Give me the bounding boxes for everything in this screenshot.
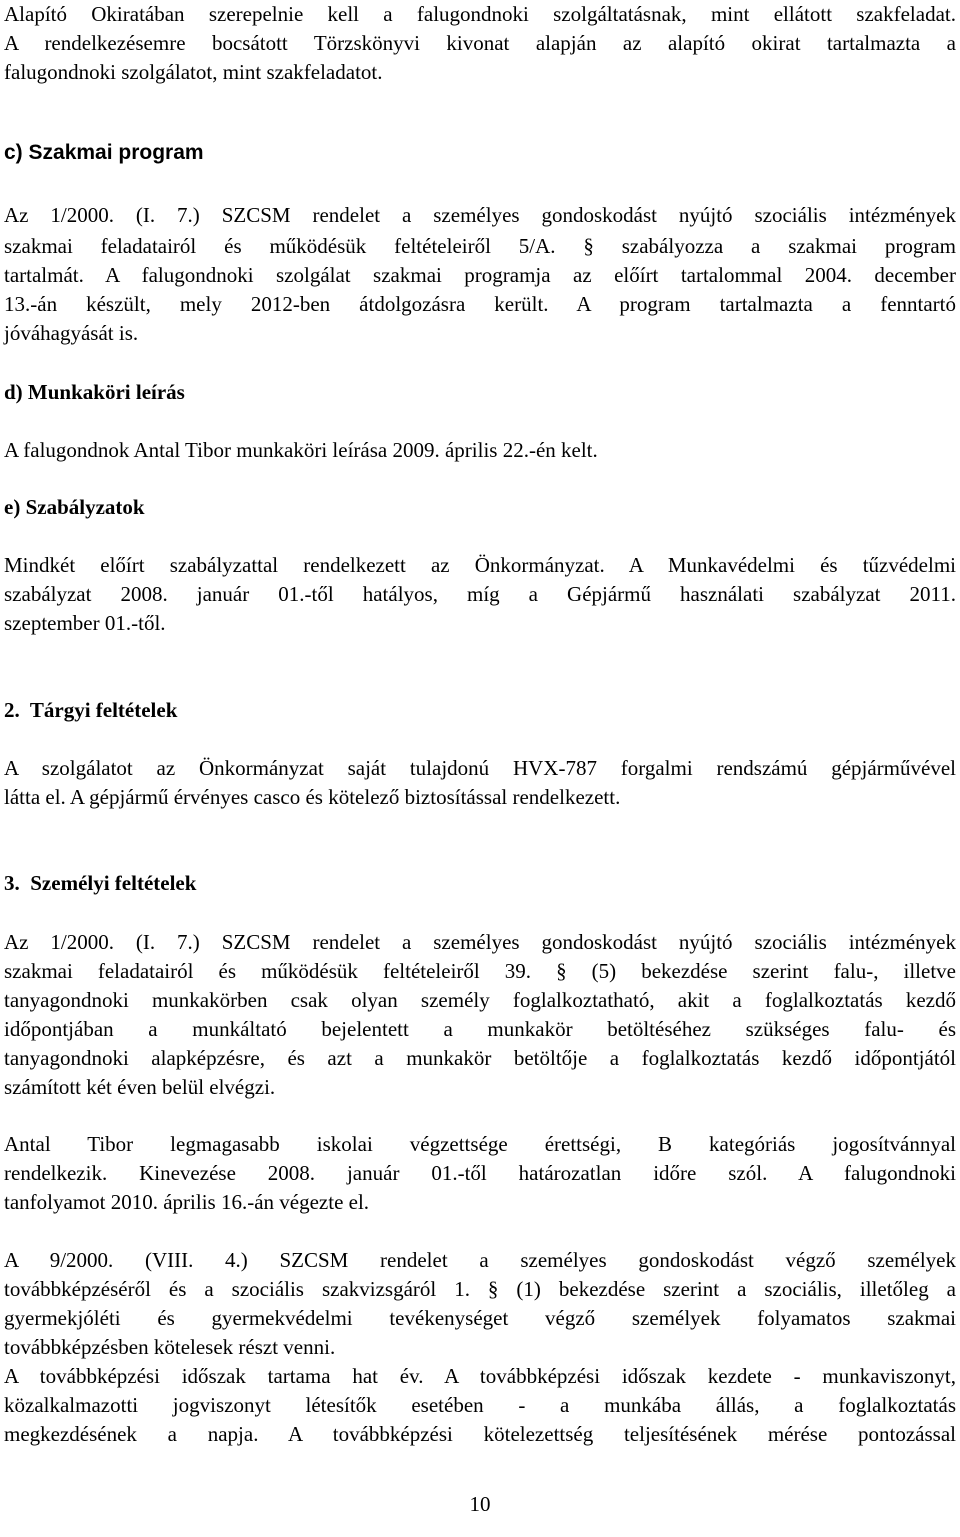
text-line: 13.-án készült, mely 2012-ben átdolgozásra került. A program tartalmazta a fenntartó [4,292,956,316]
section-heading: 3. Személyi feltételek [4,871,197,895]
text-line: tanyagondnoki alapképzésre, és azt a munkakör betöltője a foglalkoztatás kezdő időpontjától [4,1046,956,1070]
text-line: Alapító Okiratában szerepelnie kell a falugondnoki szolgáltatásnak, mint ellátott szakfeladat. [4,2,956,26]
text-line: szabályzat 2008. január 01.-től hatályos, míg a Gépjármű használati szabályzat 2011. [4,582,956,606]
section-heading: d) Munkaköri leírás [4,380,185,404]
text-line: szakmai feladatairól és működésük feltételeiről 39. § (5) bekezdése szerint falu-, illetve [4,959,956,983]
text-line: falugondnoki szolgálatot, mint szakfeladatot. [4,60,383,84]
text-line: tanyagondnoki munkakörben csak olyan személy foglalkoztatható, akit a foglalkoztatás kezdő [4,988,956,1012]
text-line: Az 1/2000. (I. 7.) SZCSM rendelet a személyes gondoskodást nyújtó szociális intézmények [4,203,956,227]
text-line: A 9/2000. (VIII. 4.) SZCSM rendelet a személyes gondoskodást végző személyek [4,1248,956,1272]
section-heading: c) Szakmai program [4,141,204,164]
text-line: tanfolyamot 2010. április 16.-án végezte el. [4,1190,370,1214]
text-line: A továbbképzési időszak tartama hat év. A továbbképzési időszak kezdete - munkaviszonyt, [4,1364,956,1388]
text-line: rendelkezik. Kinevezése 2008. január 01.-től határozatlan időre szól. A falugondnoki [4,1161,956,1185]
text-line: jóváhagyását is. [4,321,139,345]
text-line: továbbképzésben kötelesek részt venni. [4,1335,336,1359]
text-line: A szolgálatot az Önkormányzat saját tulajdonú HVX-787 forgalmi rendszámú gépjárművével [4,756,956,780]
text-line: Az 1/2000. (I. 7.) SZCSM rendelet a személyes gondoskodást nyújtó szociális intézmények [4,930,956,954]
text-line: szeptember 01.-től. [4,611,166,635]
text-line: A rendelkezésemre bocsátott Törzskönyvi kivonat alapján az alapító okirat tartalmazta a [4,31,956,55]
text-line: A falugondnok Antal Tibor munkaköri leírása 2009. április 22.-én kelt. [4,438,598,462]
text-line: továbbképzéséről és a szociális szakvizsgáról 1. § (1) bekezdése szerint a szociális, illetőleg a [4,1277,956,1301]
text-line: Mindkét előírt szabályzattal rendelkezett az Önkormányzat. A Munkavédelmi és tűzvédelmi [4,553,956,577]
text-line: számított két éven belül elvégzi. [4,1075,276,1099]
section-heading: e) Szabályzatok [4,495,145,519]
text-line: Antal Tibor legmagasabb iskolai végzettsége érettségi, B kategóriás jogosítvánnyal [4,1132,956,1156]
section-heading: 2. Tárgyi feltételek [4,698,178,722]
text-line: szakmai feladatairól és működésük feltételeiről 5/A. § szabályozza a szakmai program [4,234,956,258]
text-line: gyermekjóléti és gyermekvédelmi tevékenységet végző személyek folyamatos szakmai [4,1306,956,1330]
text-line: látta el. A gépjármű érvényes casco és kötelező biztosítással rendelkezett. [4,785,621,809]
text-line: időpontjában a munkáltató bejelentett a munkakör betöltéséhez szükséges falu- és [4,1017,956,1041]
page-number: 10 [469,1492,491,1516]
text-line: tartalmát. A falugondnoki szolgálat szakmai programja az előírt tartalommal 2004. december [4,263,956,287]
text-line: megkezdésének a napja. A továbbképzési kötelezettség teljesítésének mérése pontozással [4,1422,956,1446]
text-line: közalkalmazotti jogviszonyt létesítők esetében - a munkába állás, a foglalkoztatás [4,1393,956,1417]
